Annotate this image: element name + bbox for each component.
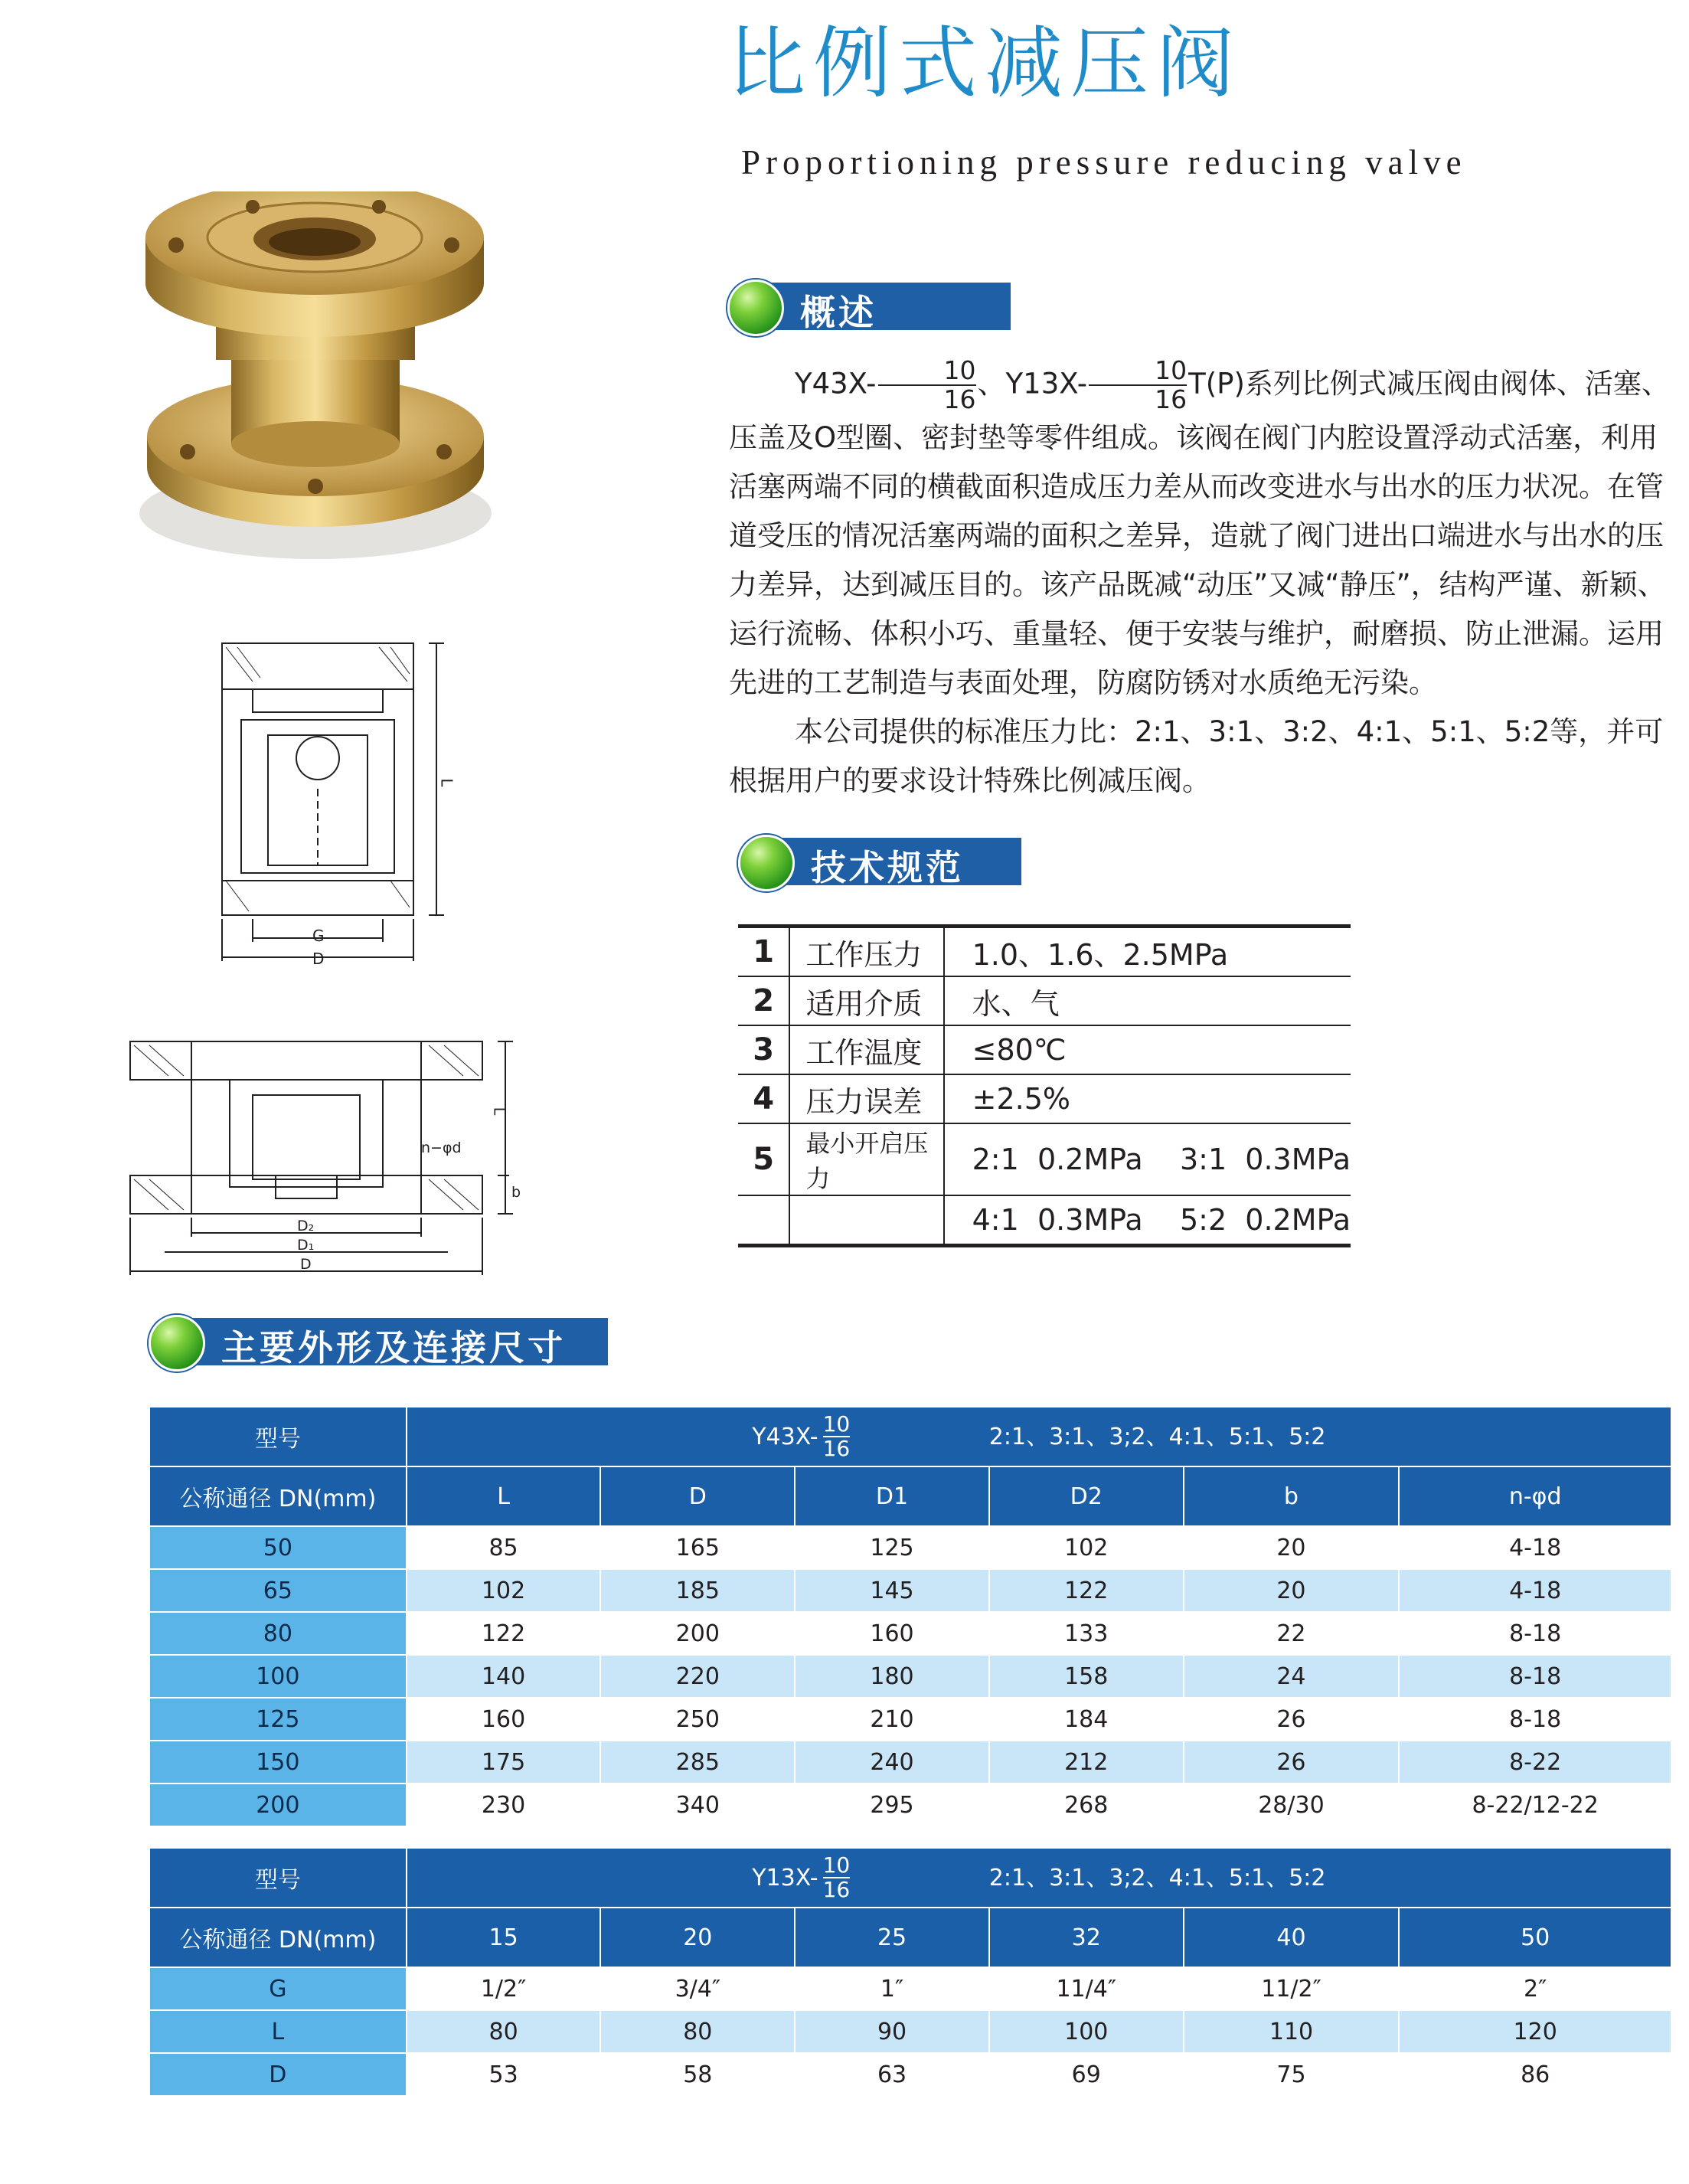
spec-cell: ≤80℃	[944, 1025, 1351, 1074]
overview-text	[729, 357, 1678, 806]
pressure-fraction-2: $\frac{10}{16}$	[1089, 357, 1187, 414]
table-cell: 230	[407, 1783, 601, 1826]
table-header-row	[149, 1407, 1671, 1466]
table-cell: b	[1184, 1466, 1400, 1526]
model-prefix-2: 、Y13X-	[977, 367, 1088, 401]
spec-row	[738, 1195, 1351, 1246]
table-cell: 11/2″	[1184, 1967, 1400, 2010]
table-cell: 4-18	[1399, 1526, 1671, 1569]
table-cell: 58	[600, 2053, 795, 2096]
table-cell: 158	[989, 1655, 1184, 1698]
spec-cell: 3	[738, 1025, 789, 1074]
table-cell: 公称通径 DN(mm)	[149, 1908, 407, 1967]
table-cell: 80	[600, 2010, 795, 2053]
table-cell: 28/30	[1184, 1783, 1400, 1826]
section-dims-title: 主要外形及连接尺寸	[221, 1327, 566, 1368]
table-cell: 125	[149, 1698, 407, 1741]
spec-cell: 最小开启压力	[789, 1123, 943, 1195]
table-cell: L	[407, 1466, 601, 1526]
table-cell: 184	[989, 1698, 1184, 1741]
page-subtitle: Proportioning pressure reducing valve	[741, 143, 1467, 181]
table-cell: 32	[989, 1908, 1184, 1967]
spec-cell: 2:1 0.2MPa 3:1 0.3MPa	[944, 1123, 1351, 1195]
table-cell: 185	[600, 1569, 795, 1612]
dim-label-d2: D₂	[297, 1218, 315, 1234]
spec-cell: 工作温度	[789, 1025, 943, 1074]
table-cell: 122	[407, 1612, 601, 1655]
table-cell: 公称通径 DN(mm)	[149, 1466, 407, 1526]
table-cell: 型号	[149, 1407, 407, 1466]
spec-cell: 4	[738, 1074, 789, 1123]
table-row	[149, 2010, 1671, 2053]
table-cell: 11/4″	[989, 1967, 1184, 2010]
table-cell: 120	[1399, 2010, 1671, 2053]
table-cell: 63	[795, 2053, 989, 2096]
table-cell: 285	[600, 1741, 795, 1783]
table-row	[149, 1741, 1671, 1783]
table-cell: 133	[989, 1612, 1184, 1655]
dim-label-d-flange: D	[300, 1256, 312, 1273]
model-prefix-1: Y43X-	[795, 367, 877, 401]
table-row	[149, 1655, 1671, 1698]
table-cell: 175	[407, 1741, 601, 1783]
table-cell: 340	[600, 1783, 795, 1826]
green-ball-icon	[738, 835, 795, 891]
table-cell: 100	[149, 1655, 407, 1698]
spec-cell: 1	[738, 927, 789, 977]
table-cell: G	[149, 1967, 407, 2010]
spec-row	[738, 976, 1351, 1025]
table-cell: 220	[600, 1655, 795, 1698]
table-cell: 3/4″	[600, 1967, 795, 2010]
table-row	[149, 1612, 1671, 1655]
spec-cell: 工作压力	[789, 927, 943, 977]
spec-cell: 2	[738, 976, 789, 1025]
table-cell: 80	[407, 2010, 601, 2053]
table-cell: D1	[795, 1466, 989, 1526]
dim-label-d1: D₁	[297, 1237, 315, 1254]
table-cell: 22	[1184, 1612, 1400, 1655]
model-cell: Y13X- $\frac{10}{16}$ 2:1、3:1、3;2、4:1、5:1、5:2	[407, 1848, 1671, 1908]
table-row	[149, 1967, 1671, 2010]
spec-cell: ±2.5%	[944, 1074, 1351, 1123]
page-title: 比例式减压阀	[727, 18, 1242, 110]
table-cell: 24	[1184, 1655, 1400, 1698]
table-cell: 85	[407, 1526, 601, 1569]
dims-table-y13x	[149, 1847, 1672, 2097]
overview-body: T(P)系列比例式减压阀由阀体、活塞、压盖及O型圈、密封垫等零件组成。该阀在阀门内腔设置浮动式活塞，利用活塞两端不同的横截面积造成压力差从而改变进水与出水的压力状况。在管道受压的情况活塞两端的面积之差异，造就了阀门进出口端进水与出水的压力差异，达到减压目的。该产品既减“动压”又减“静压”，结构严谨、新颖、运行流畅、体积小巧、重量轻、便于安装与维护，耐磨损、防止泄漏。运用先进的工艺制造与表面处理，防腐防锈对水质绝无污染。	[729, 367, 1670, 699]
table-cell: 160	[407, 1698, 601, 1741]
dims-table-y43x	[149, 1406, 1672, 1827]
table-cell: 102	[407, 1569, 601, 1612]
spec-table	[738, 924, 1351, 1247]
table-cell: n-φd	[1399, 1466, 1671, 1526]
green-ball-icon	[149, 1315, 205, 1372]
spec-cell	[738, 1195, 789, 1246]
table-cell: 122	[989, 1569, 1184, 1612]
spec-cell: 1.0、1.6、2.5MPa	[944, 927, 1351, 977]
table-cell: 86	[1399, 2053, 1671, 2096]
table-cell: 140	[407, 1655, 601, 1698]
table-cell: 8-18	[1399, 1612, 1671, 1655]
spec-cell: 4:1 0.3MPa 5:2 0.2MPa	[944, 1195, 1351, 1246]
table-cell: 8-22/12-22	[1399, 1783, 1671, 1826]
spec-cell: 压力误差	[789, 1074, 943, 1123]
table-cell: 145	[795, 1569, 989, 1612]
table-row	[149, 2053, 1671, 2096]
table-cell: 20	[1184, 1526, 1400, 1569]
dim-label-nd: n−φd	[421, 1139, 462, 1156]
spec-row	[738, 927, 1351, 977]
table-cell: 75	[1184, 2053, 1400, 2096]
table-cell: 268	[989, 1783, 1184, 1826]
table-cell: 8-18	[1399, 1655, 1671, 1698]
table-cell: 2″	[1399, 1967, 1671, 2010]
table-cell: 15	[407, 1908, 601, 1967]
table-header-row	[149, 1848, 1671, 1908]
spec-row	[738, 1123, 1351, 1195]
dim-label-g: G	[312, 927, 325, 945]
table-cell: 200	[149, 1783, 407, 1826]
table-cell: 250	[600, 1698, 795, 1741]
table-row	[149, 1698, 1671, 1741]
threaded-valve-drawing	[207, 636, 467, 973]
dim-label-l-flange: L	[490, 1107, 508, 1116]
table-cell: 50	[149, 1526, 407, 1569]
table-cell: 212	[989, 1741, 1184, 1783]
spec-row	[738, 1025, 1351, 1074]
table-cell: 125	[795, 1526, 989, 1569]
table-cell: 210	[795, 1698, 989, 1741]
table-column-header-row	[149, 1466, 1671, 1526]
table-cell: 50	[1399, 1908, 1671, 1967]
table-cell: 型号	[149, 1848, 407, 1908]
dim-label-l: L	[437, 778, 456, 787]
table-cell: 160	[795, 1612, 989, 1655]
spec-cell: 水、气	[944, 976, 1351, 1025]
table-cell: D	[600, 1466, 795, 1526]
table-row	[149, 1783, 1671, 1826]
table-cell: 240	[795, 1741, 989, 1783]
table-cell: D2	[989, 1466, 1184, 1526]
table-cell: 1/2″	[407, 1967, 601, 2010]
table-cell: 69	[989, 2053, 1184, 2096]
green-ball-icon	[727, 280, 784, 336]
table-cell: 65	[149, 1569, 407, 1612]
spec-cell: 适用介质	[789, 976, 943, 1025]
table-cell: L	[149, 2010, 407, 2053]
table-row	[149, 1569, 1671, 1612]
table-cell: 20	[1184, 1569, 1400, 1612]
table-cell: 20	[600, 1908, 795, 1967]
section-overview-title: 概述	[800, 292, 877, 333]
table-cell: 25	[795, 1908, 989, 1967]
spec-cell	[789, 1195, 943, 1246]
spec-cell: 5	[738, 1123, 789, 1195]
section-spec-title: 技术规范	[811, 847, 964, 888]
dim-label-b: b	[511, 1184, 521, 1201]
table-cell: 200	[600, 1612, 795, 1655]
table-cell: 100	[989, 2010, 1184, 2053]
table-row	[149, 1526, 1671, 1569]
table-cell: 90	[795, 2010, 989, 2053]
product-photo	[115, 191, 513, 574]
flanged-valve-drawing	[123, 1026, 528, 1302]
model-cell: Y43X- $\frac{10}{16}$ 2:1、3:1、3;2、4:1、5:1、5:2	[407, 1407, 1671, 1466]
table-cell: 150	[149, 1741, 407, 1783]
pressure-fraction-1: $\frac{10}{16}$	[878, 357, 976, 414]
table-cell: 26	[1184, 1698, 1400, 1741]
table-cell: 165	[600, 1526, 795, 1569]
table-cell: 1″	[795, 1967, 989, 2010]
spec-row	[738, 1074, 1351, 1123]
overview-ratio-text: 本公司提供的标准压力比：2:1、3:1、3:2、4:1、5:1、5:2等，并可根据用户的要求设计特殊比例减压阀。	[729, 715, 1664, 797]
table-cell: 102	[989, 1526, 1184, 1569]
table-cell: 53	[407, 2053, 601, 2096]
table-cell: 40	[1184, 1908, 1400, 1967]
table-cell: 180	[795, 1655, 989, 1698]
table-cell: 26	[1184, 1741, 1400, 1783]
table-cell: 8-22	[1399, 1741, 1671, 1783]
table-column-header-row	[149, 1908, 1671, 1967]
dim-label-d: D	[312, 950, 325, 968]
table-cell: 8-18	[1399, 1698, 1671, 1741]
table-cell: 295	[795, 1783, 989, 1826]
table-cell: 80	[149, 1612, 407, 1655]
table-cell: 110	[1184, 2010, 1400, 2053]
table-cell: 4-18	[1399, 1569, 1671, 1612]
table-cell: D	[149, 2053, 407, 2096]
